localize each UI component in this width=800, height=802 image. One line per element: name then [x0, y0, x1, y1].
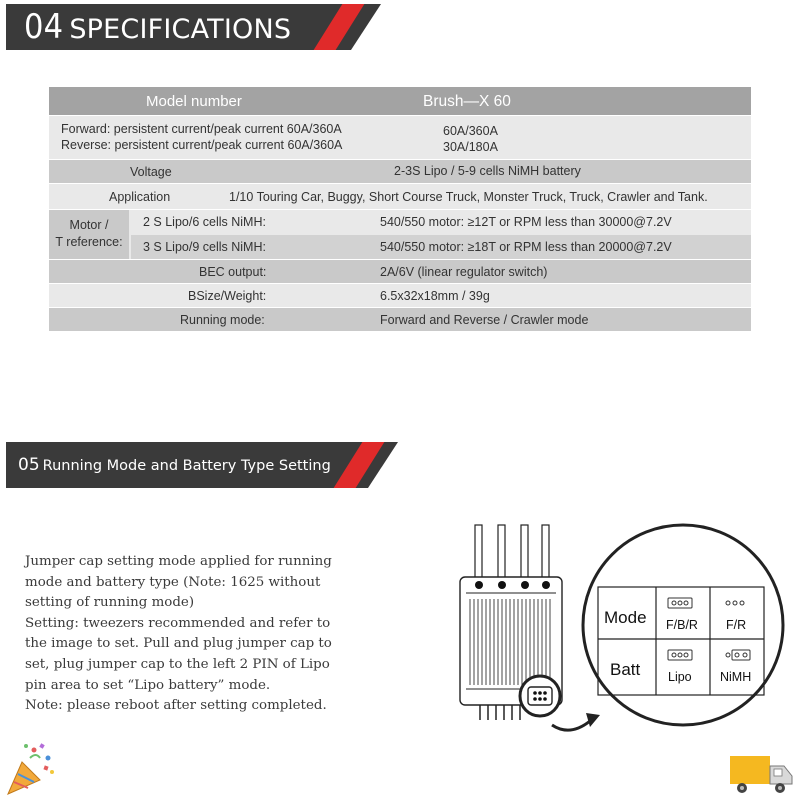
arrow-icon — [552, 721, 590, 730]
mode-option-fbr: F/B/R — [666, 618, 698, 632]
spec-row-current — [49, 115, 751, 159]
reverse-current-value: 30A/180A — [443, 140, 498, 154]
delivery-truck-icon — [728, 752, 794, 798]
running-mode-label: Running mode: — [180, 313, 265, 327]
batt-label: Batt — [610, 660, 641, 679]
voltage-value: 2-3S Lipo / 5-9 cells NiMH battery — [394, 164, 581, 178]
party-popper-icon — [4, 736, 64, 796]
motor-3s-value: 540/550 motor: ≥18T or RPM less than 20000@7.2V — [380, 240, 672, 254]
forward-current-label: Forward: persistent current/peak current 60A/360A — [61, 122, 342, 136]
spec-row-size — [49, 283, 751, 307]
motor-row-3s — [131, 235, 751, 259]
bec-label: BEC output: — [199, 265, 267, 279]
instruction-line: mode and battery type (Note: 1625 without — [25, 574, 321, 590]
instruction-line: Setting: tweezers recommended and refer to — [25, 615, 331, 631]
instruction-line: setting of running mode) — [25, 595, 195, 611]
section-04-heading — [24, 4, 291, 50]
application-value: 1/10 Touring Car, Buggy, Short Course Truck, Monster Truck, Truck, Crawler and Tank. — [229, 190, 708, 204]
section-04-number: 04 — [24, 7, 64, 47]
reverse-current-label: Reverse: persistent current/peak current 60A/360A — [61, 138, 343, 152]
spec-row-bec — [49, 259, 751, 283]
specifications-table — [49, 86, 751, 331]
esc-jumper-diagram — [440, 515, 800, 755]
section-05-number: 05 — [18, 455, 40, 475]
motor-reference-label — [49, 210, 129, 260]
model-number-value: Brush—X 60 — [423, 93, 511, 110]
forward-current-value: 60A/360A — [443, 124, 498, 138]
spec-row-voltage — [49, 159, 751, 183]
section-05-title: Running Mode and Battery Type Setting — [42, 458, 331, 474]
mode-option-fr: F/R — [726, 618, 747, 632]
voltage-label: Voltage — [130, 165, 172, 179]
jumper-instructions — [25, 552, 405, 717]
batt-option-lipo: Lipo — [668, 670, 692, 684]
section-04-title: SPECIFICATIONS — [69, 14, 292, 45]
motor-label-line2: T reference: — [55, 235, 123, 249]
instruction-line: set, plug jumper cap to the left 2 PIN of Lipo — [25, 656, 330, 672]
spec-row-running-mode — [49, 307, 751, 331]
instruction-line: pin area to set “Lipo battery” mode. — [25, 677, 271, 693]
size-weight-value: 6.5x32x18mm / 39g — [380, 289, 490, 303]
size-weight-label: BSize/Weight: — [188, 289, 267, 303]
esc-bottom-leads — [480, 705, 520, 720]
model-number-label: Model number — [146, 93, 242, 110]
motor-label-line1: Motor / — [69, 218, 109, 232]
running-mode-value: Forward and Reverse / Crawler mode — [380, 313, 589, 327]
mode-label: Mode — [604, 608, 647, 627]
motor-row-2s — [131, 210, 751, 234]
pin-lipo — [668, 650, 692, 660]
section-05-banner — [6, 442, 398, 488]
instruction-line: Note: please reboot after setting completed. — [25, 698, 327, 714]
section-04-banner — [6, 4, 381, 50]
spec-row-application — [49, 183, 751, 209]
instruction-line: Jumper cap setting mode applied for running — [25, 554, 332, 569]
motor-3s-label: 3 S Lipo/9 cells NiMH: — [143, 240, 266, 254]
spec-row-motor — [49, 209, 751, 259]
batt-option-nimh: NiMH — [720, 670, 752, 684]
spec-row-model — [49, 86, 751, 115]
bec-value: 2A/6V (linear regulator switch) — [380, 265, 548, 279]
motor-2s-label: 2 S Lipo/6 cells NiMH: — [143, 215, 266, 229]
esc-wires — [475, 525, 549, 583]
motor-2s-value: 540/550 motor: ≥12T or RPM less than 30000@7.2V — [380, 215, 672, 229]
instruction-line: the image to set. Pull and plug jumper cap to — [25, 636, 332, 652]
section-05-heading — [18, 442, 331, 488]
pin-f-r — [726, 601, 744, 605]
pin-f-b-r — [668, 598, 692, 608]
application-label: Application — [109, 190, 171, 204]
